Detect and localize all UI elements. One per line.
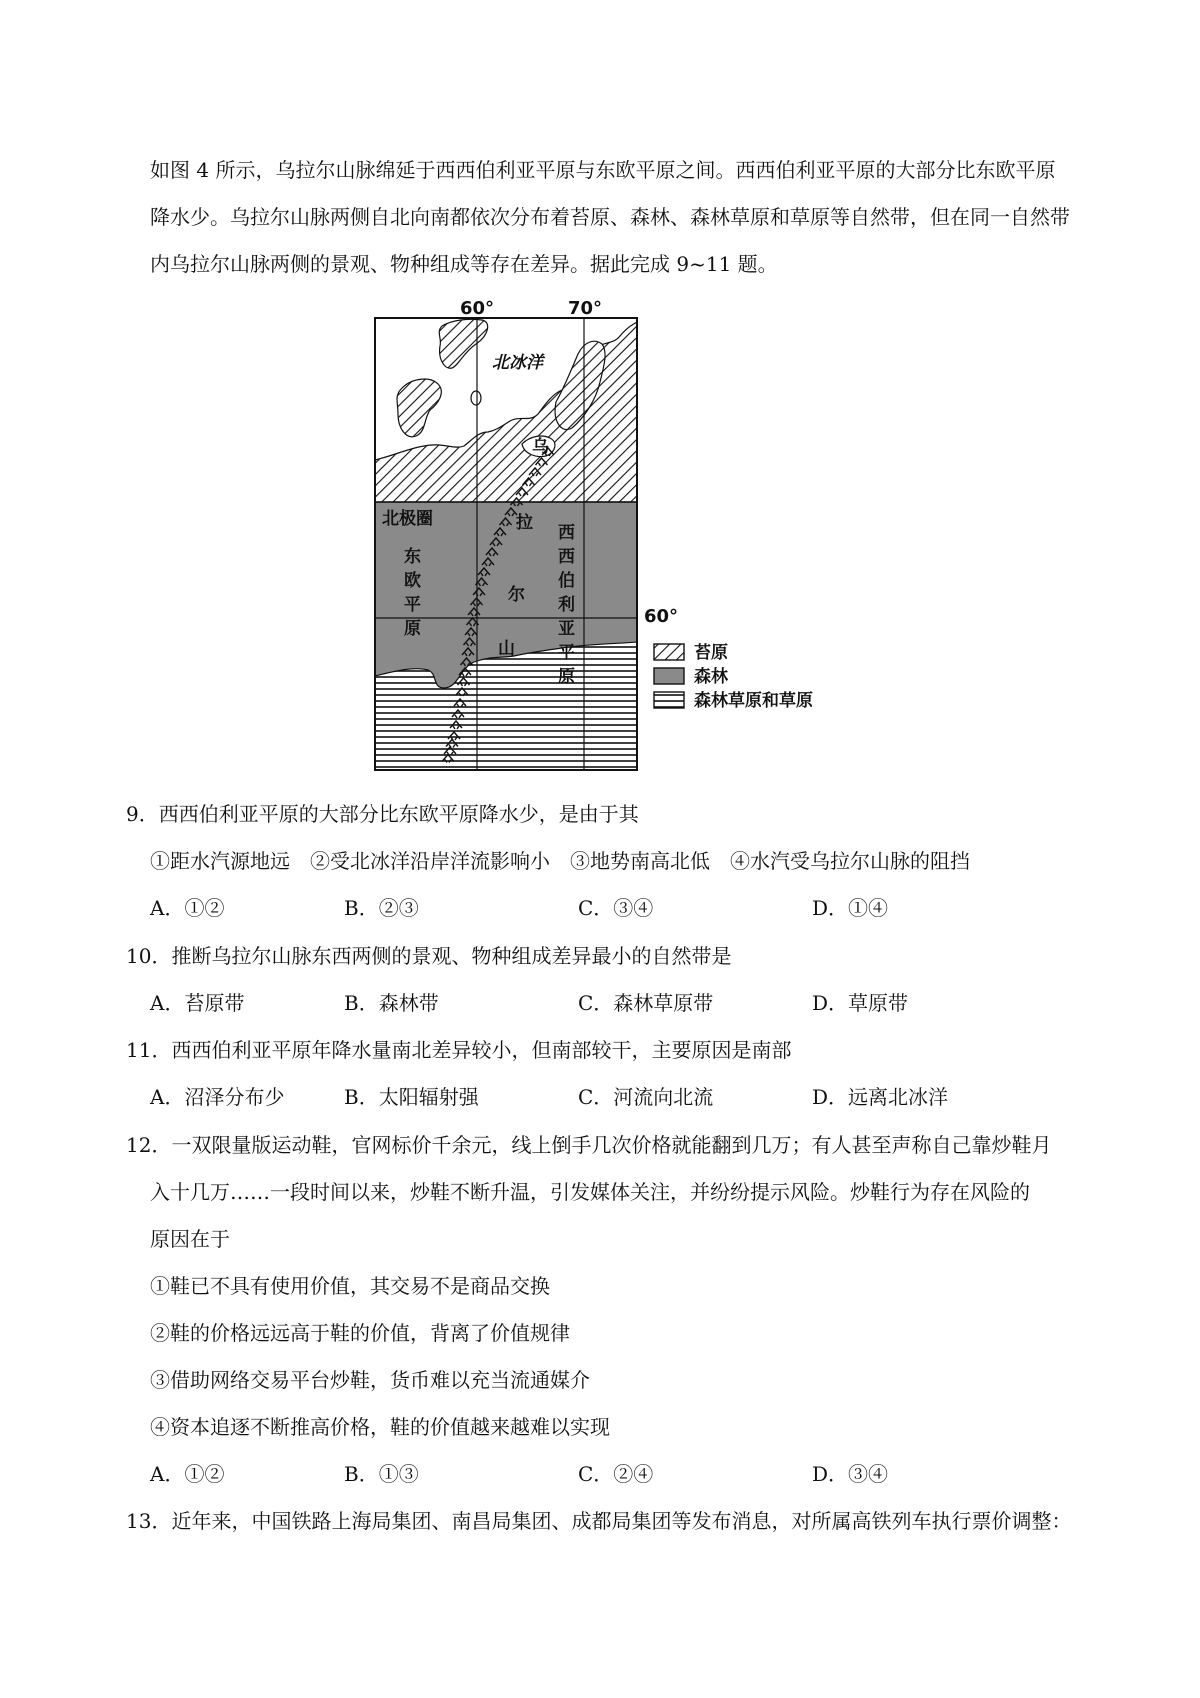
q9-option-b[interactable]: B．②③: [344, 896, 419, 920]
q12-item-2: ②鞋的价格远远高于鞋的价值，背离了价值规律: [150, 1321, 570, 1345]
q10-option-c[interactable]: C．森林草原带: [578, 991, 714, 1015]
legend-label-tundra: 苔原: [694, 643, 728, 663]
intro-line-2: 降水少。乌拉尔山脉两侧自北向南都依次分布着苔原、森林、森林草原和草原等自然带，但在同一自然带: [150, 205, 1070, 229]
west-siberia-char-7: 原: [558, 667, 575, 687]
island-small: [471, 391, 481, 405]
west-siberia-char-5: 亚: [558, 619, 575, 639]
intro-line-3: 内乌拉尔山脉两侧的景观、物种组成等存在差异。据此完成 9~11 题。: [150, 252, 778, 276]
q12-stem-line-1: 12．一双限量版运动鞋，官网标价千余元，线上倒手几次价格就能翻到几万；有人甚至声称自己靠炒鞋月: [126, 1133, 1052, 1157]
q12-item-4: ④资本追逐不断推高价格，鞋的价值越来越难以实现: [150, 1415, 610, 1439]
intro-line-1: 如图 4 所示，乌拉尔山脉绵延于西西伯利亚平原与东欧平原之间。西西伯利亚平原的大部分比东欧平原: [150, 158, 1056, 182]
arctic-ocean-label: 北冰洋: [492, 353, 543, 373]
q11-option-a[interactable]: A．沼泽分布少: [150, 1085, 285, 1109]
west-siberia-char-4: 利: [558, 595, 575, 615]
q12-item-3: ③借助网络交易平台炒鞋，货币难以充当流通媒介: [150, 1368, 590, 1392]
q12-item-1: ①鞋已不具有使用价值，其交易不是商品交换: [150, 1274, 550, 1298]
east-europe-char-3: 平: [404, 595, 421, 615]
ural-char-3: 尔: [508, 585, 525, 605]
legend-label-forest: 森林: [694, 667, 728, 687]
q9-items: ①距水汽源地远 ②受北冰洋沿岸洋流影响小 ③地势南高北低 ④水汽受乌拉尔山脉的阻挡: [150, 849, 970, 873]
q13-stem: 13．近年来，中国铁路上海局集团、南昌局集团、成都局集团等发布消息，对所属高铁列车执行票价调整：: [126, 1509, 1072, 1533]
lon-70-label: 70°: [568, 298, 603, 319]
q10-stem: 10．推断乌拉尔山脉东西两侧的景观、物种组成差异最小的自然带是: [126, 944, 732, 968]
east-europe-char-1: 东: [404, 547, 421, 567]
west-siberia-char-6: 平: [558, 643, 575, 663]
legend-swatch-tundra: [654, 644, 684, 660]
q12-stem-line-3: 原因在于: [150, 1227, 230, 1251]
legend-label-steppe: 森林草原和草原: [694, 691, 813, 711]
lon-60-label: 60°: [460, 298, 495, 319]
west-siberia-char-1: 西: [558, 523, 575, 543]
q11-stem: 11．西西伯利亚平原年降水量南北差异较小，但南部较干，主要原因是南部: [126, 1038, 792, 1062]
q12-option-a[interactable]: A．①②: [150, 1462, 225, 1486]
q9-stem: 9．西西伯利亚平原的大部分比东欧平原降水少，是由于其: [126, 802, 639, 826]
q10-option-d[interactable]: D．草原带: [812, 991, 909, 1015]
q11-option-b[interactable]: B．太阳辐射强: [344, 1085, 479, 1109]
q12-option-c[interactable]: C．②④: [578, 1462, 654, 1486]
q12-stem-line-2: 入十几万……一段时间以来，炒鞋不断升温，引发媒体关注，并纷纷提示风险。炒鞋行为存在风险的: [150, 1180, 1030, 1204]
q10-option-b[interactable]: B．森林带: [344, 991, 439, 1015]
q10-option-a[interactable]: A．苔原带: [150, 991, 245, 1015]
q12-option-b[interactable]: B．①③: [344, 1462, 419, 1486]
legend-swatch-forest: [654, 668, 684, 684]
q9-option-d[interactable]: D．①④: [812, 896, 889, 920]
east-europe-char-2: 欧: [404, 571, 421, 591]
q9-option-c[interactable]: C．③④: [578, 896, 654, 920]
legend-swatch-steppe: [654, 692, 684, 708]
ural-char-2: 拉: [516, 513, 533, 533]
west-siberia-char-3: 伯: [558, 571, 575, 591]
ural-char-4: 山: [498, 639, 515, 659]
lat-60-label: 60°: [644, 606, 679, 627]
ural-map: [372, 296, 852, 776]
ural-char-1: 乌: [532, 437, 549, 457]
ural-map-figure: [372, 296, 852, 776]
q9-option-a[interactable]: A．①②: [150, 896, 225, 920]
q11-option-c[interactable]: C．河流向北流: [578, 1085, 714, 1109]
map-legend: [654, 642, 813, 711]
west-siberia-char-2: 西: [558, 547, 575, 567]
q11-option-d[interactable]: D．远离北冰洋: [812, 1085, 949, 1109]
east-europe-char-4: 原: [404, 619, 421, 639]
q12-option-d[interactable]: D．③④: [812, 1462, 889, 1486]
arctic-circle-label: 北极圈: [382, 509, 433, 529]
